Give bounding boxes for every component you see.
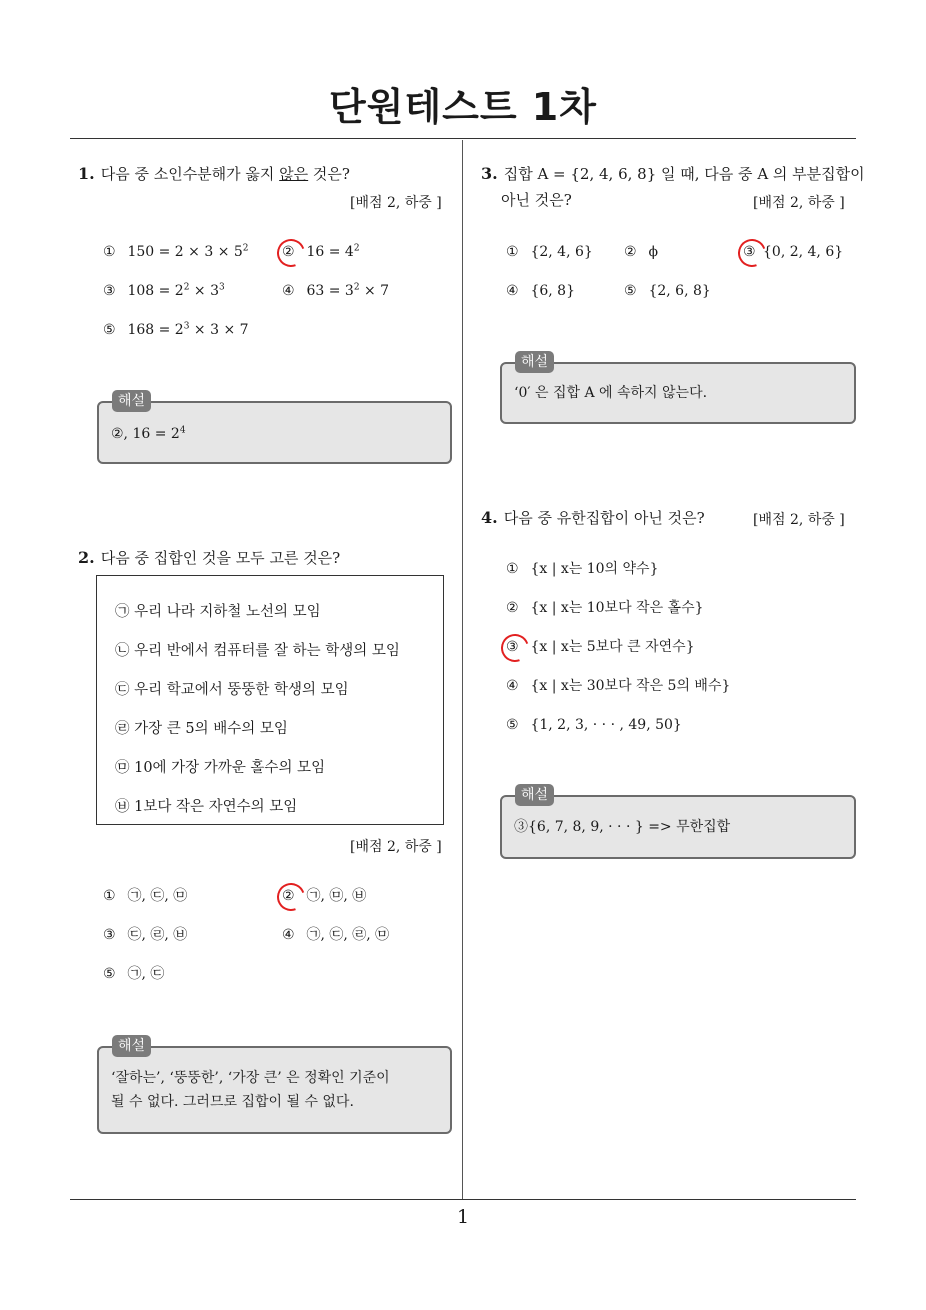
option-1[interactable]: ① ㉠, ㉢, ㉤ (103, 888, 188, 904)
question-text: 다음 중 소인수분해가 옳지 (100, 165, 280, 183)
page-number: 1 (456, 1206, 470, 1228)
option-2-correct[interactable]: ② $16 = 4^2$ (282, 243, 360, 260)
question-text: 다음 중 집합인 것을 모두 고른 것은? (100, 549, 341, 567)
question-text: 다음 중 유한집합이 아닌 것은? (503, 509, 705, 527)
solution-box-2 (97, 1046, 452, 1134)
solution-tag: 해설 (515, 784, 554, 806)
condition-item: ㉤ 10에 가장 가까운 홀수의 모임 (115, 760, 326, 776)
option-4[interactable]: ④ {6, 8} (506, 283, 575, 299)
score-label: [배점 2, 하중 ] (753, 512, 845, 528)
option-3-correct[interactable]: ③ {0, 2, 4, 6} (743, 244, 844, 260)
answer-circle-mark: ② (282, 242, 302, 262)
score-label: [배점 2, 하중 ] (753, 195, 845, 211)
question-4 (481, 505, 705, 531)
option-2[interactable]: ② ϕ (624, 244, 658, 260)
option-5[interactable]: ⑤ ㉠, ㉢ (103, 966, 165, 982)
question-text: 집합 A = {2, 4, 6, 8} 일 때, 다음 중 A 의 부분집합이 (503, 165, 865, 183)
condition-box (96, 575, 444, 825)
answer-circle-mark: ③ (743, 242, 763, 262)
solution-tag: 해설 (515, 351, 554, 373)
answer-circle-mark: ② (282, 886, 302, 906)
solution-text: ③{6, 7, 8, 9, · · · } => 무한집합 (514, 819, 731, 835)
option-5[interactable]: ⑤ $168 = 2^3 \times 3 \times 7$ (103, 321, 249, 338)
option-3[interactable]: ③ $108 = 2^2 \times 3^3$ (103, 282, 225, 299)
column-divider (462, 140, 463, 1200)
question-3-line-2: 아닌 것은? (501, 191, 572, 209)
solution-tag: 해설 (112, 1035, 151, 1057)
condition-item: ㉢ 우리 학교에서 뚱뚱한 학생의 모임 (115, 682, 349, 698)
condition-item: ㉣ 가장 큰 5의 배수의 모임 (115, 721, 288, 737)
question-3 (481, 161, 865, 187)
option-3[interactable]: ③ ㉢, ㉣, ㉥ (103, 927, 188, 943)
condition-item: ㉡ 우리 반에서 컴퓨터를 잘 하는 학생의 모임 (115, 643, 400, 659)
solution-tag: 해설 (112, 390, 151, 412)
bottom-rule (70, 1199, 856, 1200)
option-1[interactable]: ① {2, 4, 6} (506, 244, 593, 260)
condition-item: ㉥ 1보다 작은 자연수의 모임 (115, 799, 298, 815)
option-4[interactable]: ④ $63 = 3^2 \times 7$ (282, 282, 390, 299)
solution-box-1 (97, 401, 452, 464)
option-1[interactable]: ① {x | x는 10의 약수} (506, 561, 659, 577)
solution-box-4 (500, 795, 856, 859)
question-number: 2. (78, 548, 95, 567)
question-number: 3. (481, 164, 498, 183)
option-2[interactable]: ② {x | x는 10보다 작은 홀수} (506, 600, 704, 616)
solution-text: ‘잘하는’, ‘뚱뚱한’, ‘가장 큰’ 은 정확인 기준이 될 수 없다. 그러므로 집합이 될 수 없다. (111, 1070, 390, 1110)
option-2-correct[interactable]: ② ㉠, ㉤, ㉥ (282, 888, 367, 904)
question-number: 4. (481, 508, 498, 527)
solution-box-3 (500, 362, 856, 424)
solution-text: ‘0′ 은 집합 A 에 속하지 않는다. (514, 385, 708, 401)
solution-text: ②, $16 = 2^4$ (111, 425, 186, 442)
question-1 (78, 161, 350, 187)
option-4[interactable]: ④ {x | x는 30보다 작은 5의 배수} (506, 678, 731, 694)
question-number: 1. (78, 164, 95, 183)
question-text: 것은? (308, 165, 350, 183)
option-5[interactable]: ⑤ {2, 6, 8} (624, 283, 711, 299)
page-title: 단원테스트 1차 (329, 85, 597, 129)
option-1[interactable]: ① $150 = 2 \times 3 \times 5^2$ (103, 243, 249, 260)
score-label: [배점 2, 하중 ] (350, 195, 442, 211)
score-label: [배점 2, 하중 ] (350, 839, 442, 855)
answer-circle-mark: ③ (506, 637, 526, 657)
condition-item: ㉠ 우리 나라 지하철 노선의 모임 (115, 604, 321, 620)
question-2 (78, 545, 340, 571)
question-text-underlined: 않은 (279, 165, 309, 183)
top-rule (70, 138, 856, 139)
option-3-correct[interactable]: ③ {x | x는 5보다 큰 자연수} (506, 639, 695, 655)
option-5[interactable]: ⑤ {1, 2, 3, · · · , 49, 50} (506, 717, 682, 733)
option-4[interactable]: ④ ㉠, ㉢, ㉣, ㉤ (282, 927, 390, 943)
